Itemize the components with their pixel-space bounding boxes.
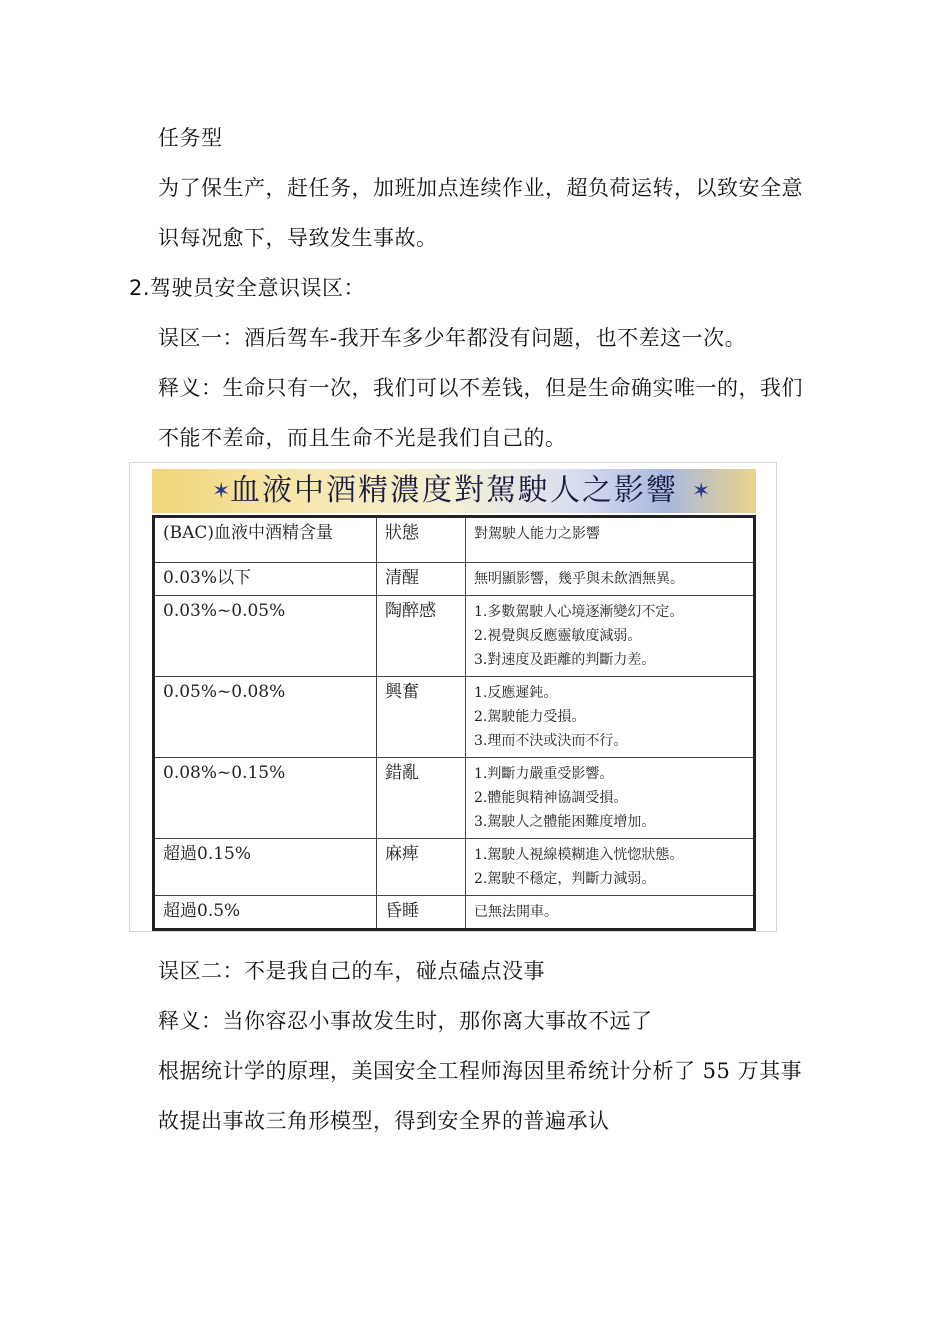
header-state: 狀態 [377,517,466,563]
cell-effect [466,596,755,677]
star-decoration-icon: ✶ [212,479,231,504]
table-row [154,896,755,930]
table-row [154,758,755,839]
paragraph-task-type: 任务型 [158,126,223,150]
table-header-row [154,517,755,563]
cell-state: 清醒 [377,563,466,596]
table-row [154,677,755,758]
cell-effect [466,896,755,930]
effect-item: 3.駕駛人之體能困難度增加。 [474,814,656,830]
paragraph-explanation-one-line1: 释义：生命只有一次，我们可以不差钱，但是生命确实唯一的，我们 [158,376,803,400]
table-row [154,563,755,596]
cell-state: 陶醉感 [377,596,466,677]
cell-effect [466,758,755,839]
effect-item: 1.多數駕駛人心境逐漸變幻不定。 [474,604,684,620]
section-heading-driver-misconceptions: 2.驾驶员安全意识误区： [129,276,366,300]
header-effect: 對駕駛人能力之影響 [466,517,755,563]
bac-effects-table [152,515,756,931]
figure-title: 血液中酒精濃度對駕駛人之影響 [230,473,678,508]
paragraph-heinrich-line2: 故提出事故三角形模型，得到安全界的普遍承认 [158,1109,610,1133]
table-row [154,596,755,677]
cell-state: 麻痺 [377,839,466,896]
paragraph-explanation-two: 释义：当你容忍小事故发生时，那你离大事故不远了 [158,1009,653,1033]
paragraph-explanation-one-line2: 不能不差命，而且生命不光是我们自己的。 [158,426,567,450]
paragraph-overwork-line2: 识每况愈下，导致发生事故。 [158,226,438,250]
effect-item: 2.駕駛能力受損。 [474,709,586,725]
cell-bac: 0.08%~0.15% [154,758,377,839]
effect-item: 無明顯影響，幾乎與未飲酒無異。 [474,571,684,587]
star-decoration-icon: ✶ [692,479,711,504]
cell-state: 錯亂 [377,758,466,839]
cell-effect [466,563,755,596]
effect-item: 1.反應遲鈍。 [474,685,558,701]
table-row [154,839,755,896]
cell-bac: 超過0.5% [154,896,377,930]
effect-item: 1.判斷力嚴重受影響。 [474,766,614,782]
cell-bac: 0.05%~0.08% [154,677,377,758]
effect-item: 已無法開車。 [474,904,558,920]
paragraph-heinrich-line1: 根据统计学的原理，美国安全工程师海因里希统计分析了 55 万其事 [158,1059,803,1083]
paragraph-misconception-two: 误区二：不是我自己的车，碰点磕点没事 [158,959,545,983]
cell-state: 興奮 [377,677,466,758]
cell-bac: 0.03%以下 [154,563,377,596]
effect-item: 3.理而不決或決而不行。 [474,733,628,749]
effect-item: 1.駕駛人視線模糊進入恍惚狀態。 [474,847,684,863]
cell-effect [466,677,755,758]
effect-item: 2.視覺與反應靈敏度減弱。 [474,628,642,644]
effect-item: 2.駕駛不穩定，判斷力減弱。 [474,871,656,887]
cell-bac: 0.03%~0.05% [154,596,377,677]
paragraph-misconception-one: 误区一：酒后驾车-我开车多少年都没有问题，也不差这一次。 [158,326,747,350]
effect-item: 3.對速度及距離的判斷力差。 [474,652,656,668]
cell-bac: 超過0.15% [154,839,377,896]
bac-effects-figure [129,462,777,932]
cell-state: 昏睡 [377,896,466,930]
effect-item: 2.體能與精神協調受損。 [474,790,628,806]
paragraph-overwork-line1: 为了保生产，赶任务，加班加点连续作业，超负荷运转，以致安全意 [158,176,803,200]
figure-title-banner [152,469,756,513]
header-bac: (BAC)血液中酒精含量 [154,517,377,563]
cell-effect [466,839,755,896]
